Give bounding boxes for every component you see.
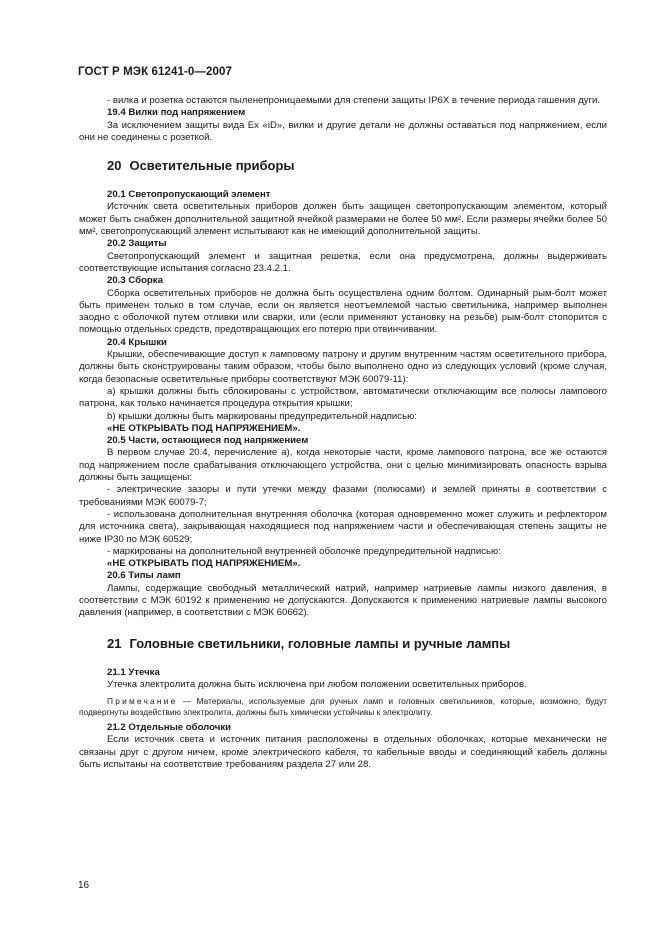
subsection-heading: 20.1 Светопропускающий элемент [107, 189, 271, 201]
list-item: - использована дополнительная внутренняя оболочка (которая одновременно может служить и рефлектором для источника света), закрывающая находящиеся под напряжением части и обеспечивающая степень защиты не ниже IP30 по МЭК 60529; [79, 508, 607, 545]
list-item: - маркированы на дополнительной внутренней оболочке предупредительной надписью: [107, 545, 501, 557]
subsection-heading: 20.2 Защиты [107, 238, 167, 250]
note [79, 696, 607, 718]
paragraph: Крышки, обеспечивающие доступ к ламповому патрону и другим внутренним частям осветительного прибора, должны быть сконструированы таким образом, чтобы было выполнено одно из следующих условий (кроме случая, когда безопасные осветительные приборы соответствуют МЭК 60079-11): [79, 349, 607, 385]
subsection-heading: 21.2 Отдельные оболочки [107, 722, 232, 734]
paragraph: В первом случае 20.4, перечисление а), когда некоторые части, кроме лампового патрона, все же остаются под напряжением после срабатывания отключающего устройства, они с целью минимизировать опасность взрыва должны быть защищены: [79, 447, 607, 484]
list-item: a) крышки должны быть сблокированы с устройством, автоматически отключающим все полюсы лампового патрона, как только начинается процедура открытия крышки; [79, 385, 607, 410]
subsection-heading: 21.1 Утечка [107, 666, 160, 678]
paragraph: Утечка электролита должна быть исключена при любом положении осветительных приборов. [107, 678, 527, 690]
list-item: - электрические зазоры и пути утечки между фазами (полюсами) и землей приняты в соответствии с требованиями МЭК 60079-7; [79, 484, 607, 508]
page-number: 16 [78, 880, 90, 891]
warning-text: «НЕ ОТКРЫВАТЬ ПОД НАПРЯЖЕНИЕМ». [107, 558, 301, 570]
paragraph: Светопропускающий элемент и защитная решетка, если она предусмотрена, должны выдерживать соответствующие испытания согласно 23.4.2.1. [79, 250, 607, 274]
paragraph: Если источник света и источник питания расположены в отдельных оболочках, которые механически не связаны друг с другом ничем, кроме электрического кабеля, то кабельные вводы и соединяющий кабель должны быть испытаны на соответствие требованиям раздела 27 или 28. [79, 734, 607, 771]
paragraph: - вилка и розетка остаются пыленепроницаемыми для степени защиты IP6X в течение периода гашения дуги. [107, 95, 600, 106]
paragraph: За исключением защиты вида Ex «iD», вилки и другие детали не должны оставаться под напряжением, если они не соединены с розеткой. [79, 119, 607, 143]
section-number: 20 [107, 158, 122, 174]
subsection-heading: 20.3 Сборка [107, 275, 163, 287]
subsection-heading: 20.6 Типы ламп [107, 570, 181, 582]
warning-text: «НЕ ОТКРЫВАТЬ ПОД НАПРЯЖЕНИЕМ». [107, 422, 301, 434]
document-body [79, 95, 607, 771]
paragraph: Источник света осветительных приборов должен быть защищен светопропускающим элементом, который может быть снабжен дополнительной защитной ячейкой размерами не более 50 мм². Если размеры ячейки более 50 мм², светопропускающий элемент испытывают как не имеющий дополнительной защиты. [79, 201, 607, 238]
section-title: Осветительные приборы [129, 158, 295, 174]
section-heading [79, 158, 607, 174]
list-item: b) крышки должны быть маркированы предупредительной надписью: [107, 410, 417, 422]
note-text: — Материалы, используемые для ручных ламп и головных светильников, которые, возможно, будут подвергнуты воздействию электролита, должны быть химически устойчивы к электролиту. [79, 696, 607, 718]
section-heading [79, 636, 607, 652]
section-number: 21 [107, 635, 122, 651]
subsection-heading: 20.4 Крышки [107, 336, 167, 348]
page-header: ГОСТ Р МЭК 61241-0—2007 [78, 66, 232, 78]
section-title: Головные светильники, головные лампы и ручные лампы [129, 635, 511, 651]
subsection-heading: 19.4 Вилки под напряжением [107, 107, 246, 119]
paragraph: Сборка осветительных приборов не должна быть осуществлена одним болтом. Одинарный рым-болт может быть применен только в том случае, если он является неотъемлемой частью светильника, например выполнен заодно с оболочкой путем отливки или сварки, или (если применяют установку на резьбе) рым-болт стопорится с помощью отдельных средств, предотвращающих его потерю при отвинчивании. [79, 287, 607, 336]
paragraph: Лампы, содержащие свободный металлический натрий, например натриевые лампы низкого давления, в соответствии с МЭК 60192 к применению не допускаются. Допускаются к применению натриевые лампы высокого давления (например, в соответствии с МЭК 60662). [79, 582, 607, 619]
subsection-heading: 20.5 Части, остающиеся под напряжением [107, 435, 309, 447]
note-label: Примечание [107, 696, 178, 707]
